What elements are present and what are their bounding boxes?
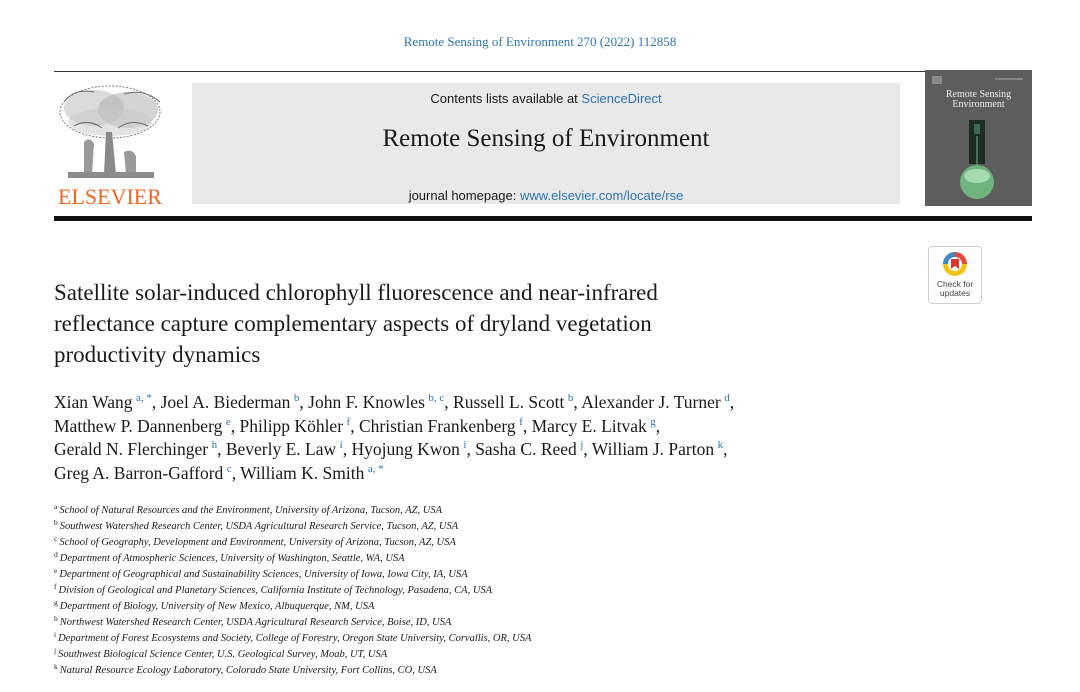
check-for-updates-icon: [929, 247, 981, 281]
author-entry[interactable]: Greg A. Barron-Gafford $^c$: [54, 462, 232, 483]
contents-available-line: Contents lists available at ScienceDirect: [430, 91, 662, 106]
affiliation-item: $^f$ Division of Geological and Planetary Sciences, California Institute of Technology, Pasadena, CA, USA: [54, 581, 493, 596]
citation-link[interactable]: Remote Sensing of Environment 270 (2022) 112858: [403, 34, 677, 49]
journal-homepage-link[interactable]: www.elsevier.com/locate/rse: [520, 188, 684, 203]
author-entry[interactable]: Joel A. Biederman $^b$: [160, 392, 300, 412]
author-entry[interactable]: John F. Knowles $^{b, c}$: [308, 392, 445, 412]
author-line: Greg A. Barron-Gafford $^c$, William K. Smith $^{a, *}$: [54, 462, 384, 483]
author-entry[interactable]: Marcy E. Litvak $^g$: [531, 415, 656, 436]
title-line: Satellite solar-induced chlorophyll fluorescence and near-infrared: [54, 280, 658, 305]
sciencedirect-link[interactable]: ScienceDirect: [581, 91, 662, 106]
cover-flask-icon: [925, 70, 1032, 206]
affiliation-list: [54, 503, 954, 679]
author-entry[interactable]: William K. Smith $^{a, *}$: [240, 462, 384, 483]
title-line: reflectance capture complementary aspects of dryland vegetation: [54, 311, 652, 336]
check-for-updates-button[interactable]: [928, 246, 982, 304]
header-top-rule: [54, 71, 1032, 72]
author-entry[interactable]: Beverly E. Law $^i$: [225, 439, 343, 459]
author-entry[interactable]: Gerald N. Flerchinger $^h$: [54, 439, 218, 459]
journal-homepage-line: journal homepage: www.elsevier.com/locate/rse: [408, 188, 684, 203]
citation-line[interactable]: [0, 34, 1080, 50]
author-entry[interactable]: Hyojung Kwon $^i$: [351, 439, 467, 459]
journal-header-band: [192, 83, 900, 204]
author-line: Gerald N. Flerchinger $^h$, Beverly E. Law $^i$, Hyojung Kwon $^i$, Sasha C. Reed $^j$, William J. Parton $^k$,: [54, 439, 728, 459]
header-bottom-rule: [54, 216, 1032, 221]
author-entry[interactable]: Alexander J. Turner $^d$: [581, 392, 730, 412]
affiliation-item: $^a$ School of Natural Resources and the Environment, University of Arizona, Tucson, AZ, USA: [54, 501, 442, 516]
elsevier-logo[interactable]: [54, 82, 166, 208]
author-entry[interactable]: Xian Wang $^{a, *}$: [54, 392, 152, 412]
author-line: Xian Wang $^{a, *}$, Joel A. Biederman $^b$, John F. Knowles $^{b, c}$, Russell L. Scott $^b$, Alexander J. Turner $^d$,: [54, 392, 735, 412]
title-line: productivity dynamics: [54, 342, 261, 367]
affiliation-item: $^h$ Northwest Watershed Research Center, USDA Agricultural Research Service, Boise, ID, USA: [54, 613, 452, 628]
author-line: Matthew P. Dannenberg $^e$, Philipp Köhler $^f$, Christian Frankenberg $^f$, Marcy E. Litvak $^g$,: [54, 415, 661, 436]
affiliation-item: $^d$ Department of Atmospheric Sciences, University of Washington, Seattle, WA, USA: [54, 549, 405, 564]
affiliation-item: $^g$ Department of Biology, University of New Mexico, Albuquerque, NM, USA: [54, 597, 375, 612]
author-entry[interactable]: Matthew P. Dannenberg $^e$: [54, 415, 231, 436]
affiliation-item: $^j$ Southwest Biological Science Center, U.S. Geological Survey, Moab, UT, USA: [54, 645, 388, 660]
author-entry[interactable]: Christian Frankenberg $^f$: [358, 415, 523, 436]
cover-title: Remote Sensing Environment: [945, 89, 1012, 110]
author-entry[interactable]: Philipp Köhler $^f$: [239, 415, 351, 436]
journal-name: Remote Sensing of Environment: [382, 125, 710, 152]
affiliation-item: $^c$ School of Geography, Development and Environment, University of Arizona, Tucson, AZ, USA: [54, 533, 456, 548]
author-entry[interactable]: Sasha C. Reed $^j$: [475, 439, 584, 459]
elsevier-wordmark: ELSEVIER: [58, 184, 162, 208]
author-entry[interactable]: Russell L. Scott $^b$: [453, 392, 574, 412]
affiliation-item: $^i$ Department of Forest Ecosystems and Society, College of Forestry, Oregon State University, Corvallis, OR, USA: [54, 629, 532, 644]
author-entry[interactable]: William J. Parton $^k$: [591, 439, 724, 459]
article-title: [54, 277, 874, 370]
journal-cover-thumbnail[interactable]: [925, 70, 1032, 206]
check-for-updates-label: Check for updates: [936, 279, 974, 298]
affiliation-item: $^e$ Department of Geographical and Sustainability Sciences, University of Iowa, Iowa City, IA, USA: [54, 565, 468, 580]
author-list: [54, 391, 954, 485]
affiliation-item: $^b$ Southwest Watershed Research Center, USDA Agricultural Research Service, Tucson, AZ, USA: [54, 517, 459, 532]
tree-of-knowledge-icon: [54, 82, 166, 208]
affiliation-item: $^k$ Natural Resource Ecology Laboratory, Colorado State University, Fort Collins, CO, USA: [54, 661, 437, 676]
